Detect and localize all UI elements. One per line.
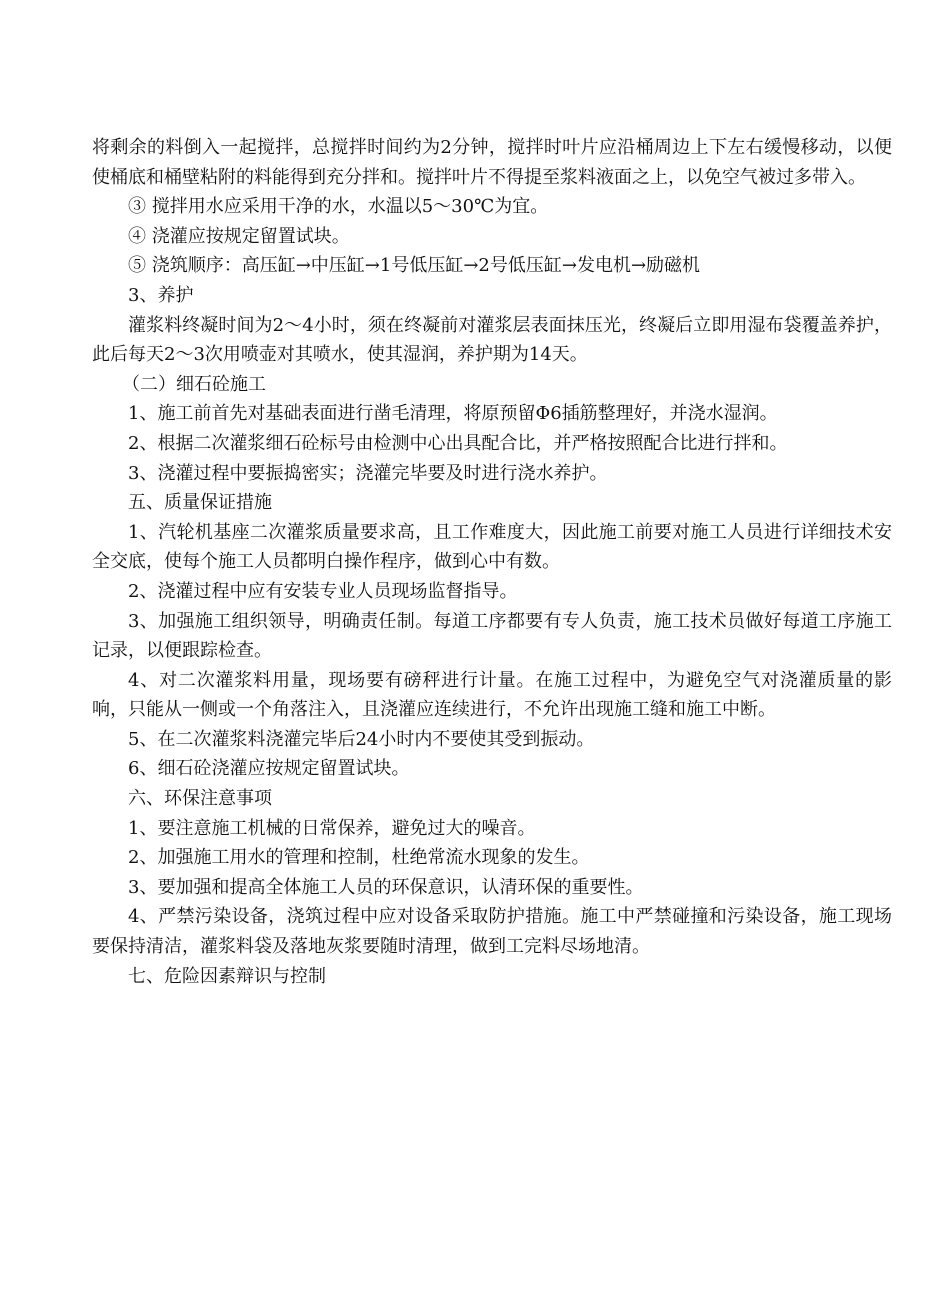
paragraph-test-block: ④ 浇灌应按规定留置试块。 <box>128 225 350 247</box>
section-environment-title: 六、环保注意事项 <box>128 788 272 810</box>
paragraph-quality-4: 4、对二次灌浆料用量，现场要有磅秤进行计量。在施工过程中，为避免空气对浇灌质量的影响，只能从一侧或一个角落注入，且浇灌应连续进行，不允许出现施工缝和施工中断。 <box>92 669 892 721</box>
paragraph-pouring-sequence: ⑤ 浇筑顺序：高压缸→中压缸→1号低压缸→2号低压缸→发电机→励磁机 <box>128 255 701 277</box>
section-hazard-title: 七、危险因素辩识与控制 <box>128 965 326 987</box>
paragraph-quality-3: 3、加强施工组织领导，明确责任制。每道工序都要有专人负责，施工技术员做好每道工序施工记录，以便跟踪检查。 <box>92 610 892 662</box>
paragraph-fine-concrete-1: 1、施工前首先对基础表面进行凿毛清理，将原预留Φ6插筋整理好，并浇水湿润。 <box>128 403 778 425</box>
section-quality-title: 五、质量保证措施 <box>128 492 272 514</box>
paragraph-environment-3: 3、要加强和提高全体施工人员的环保意识，认清环保的重要性。 <box>128 876 644 898</box>
paragraph-mixing-water: ③ 搅拌用水应采用干净的水，水温以5～30℃为宜。 <box>128 196 549 218</box>
paragraph-curing: 灌浆料终凝时间为2～4小时，须在终凝前对灌浆层表面抹压光，终凝后立即用湿布袋覆盖养护，此后每天2～3次用喷壶对其喷水，使其湿润，养护期为14天。 <box>92 314 892 366</box>
section-fine-concrete-title: （二）细石砼施工 <box>122 373 266 395</box>
paragraph-mixing-continued: 将剩余的料倒入一起搅拌，总搅拌时间约为2分钟，搅拌时叶片应沿桶周边上下左右缓慢移动，以便使桶底和桶壁粘附的料能得到充分拌和。搅拌叶片不得提至浆料液面之上，以免空气被过多带入。 <box>92 137 892 188</box>
paragraph-environment-1: 1、要注意施工机械的日常保养，避免过大的噪音。 <box>128 817 536 839</box>
paragraph-quality-2: 2、浇灌过程中应有安装专业人员现场监督指导。 <box>128 580 518 602</box>
document-page <box>92 133 892 991</box>
paragraph-fine-concrete-2: 2、根据二次灌浆细石砼标号由检测中心出具配合比，并严格按照配合比进行拌和。 <box>128 432 788 454</box>
paragraph-environment-2: 2、加强施工用水的管理和控制，杜绝常流水现象的发生。 <box>128 847 590 869</box>
paragraph-fine-concrete-3: 3、浇灌过程中要振捣密实；浇灌完毕要及时进行浇水养护。 <box>128 462 608 484</box>
paragraph-environment-4: 4、严禁污染设备，浇筑过程中应对设备采取防护措施。施工中严禁碰撞和污染设备，施工现场要保持清洁，灌浆料袋及落地灰浆要随时清理，做到工完料尽场地清。 <box>92 906 892 958</box>
paragraph-quality-5: 5、在二次灌浆料浇灌完毕后24小时内不要使其受到振动。 <box>128 728 595 750</box>
section-curing-title: 3、养护 <box>128 284 194 306</box>
paragraph-quality-1: 1、汽轮机基座二次灌浆质量要求高，且工作难度大，因此施工前要对施工人员进行详细技术安全交底，使每个施工人员都明白操作程序，做到心中有数。 <box>92 521 892 573</box>
paragraph-quality-6: 6、细石砼浇灌应按规定留置试块。 <box>128 758 410 780</box>
